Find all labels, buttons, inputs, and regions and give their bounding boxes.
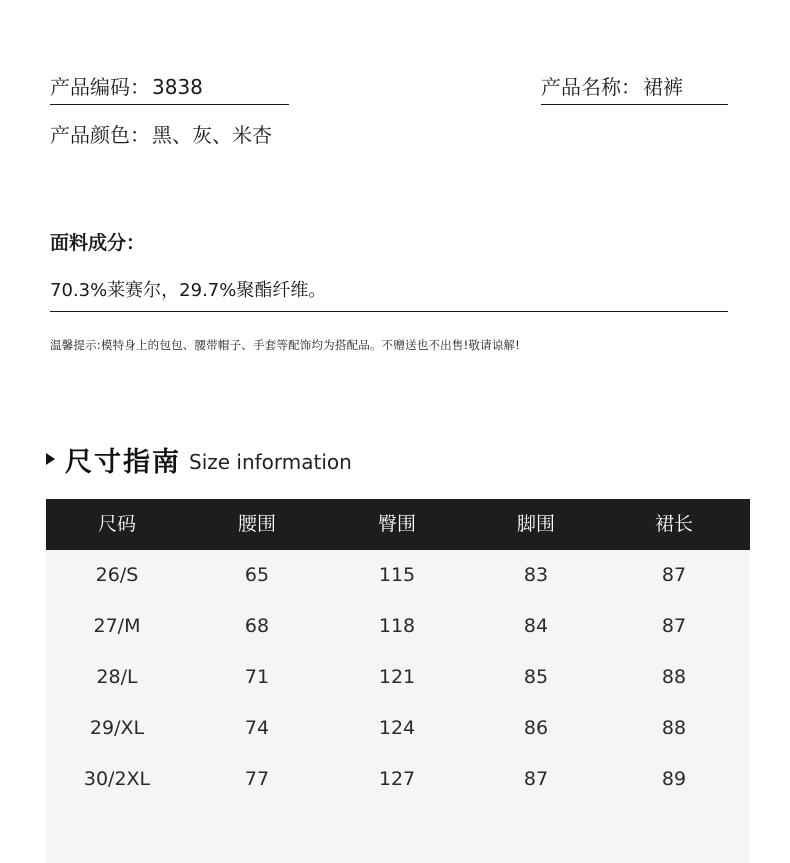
table-header-row — [46, 499, 750, 550]
product-name-value: 裙裤 — [643, 75, 683, 99]
size-title-cn: 尺寸指南 — [65, 446, 181, 478]
size-title-en: Size information — [189, 450, 352, 474]
table-row — [46, 550, 750, 601]
table-cell: 87 — [523, 768, 549, 790]
table-cell: 74 — [244, 717, 270, 739]
table-row — [46, 652, 750, 703]
table-cell: 28/L — [96, 666, 138, 688]
table-cell: 88 — [661, 666, 687, 688]
fabric-underline — [50, 311, 728, 312]
table-row — [46, 754, 750, 805]
product-name-underline — [541, 104, 728, 105]
table-header-cell: 臀围 — [377, 513, 416, 535]
size-table — [46, 499, 750, 863]
notice-text: 温馨提示:模特身上的包包、腰带帽子、手套等配饰均为搭配品。不赠送也不出售!敬请谅解! — [50, 338, 520, 352]
table-cell: 127 — [378, 768, 416, 790]
table-cell: 86 — [523, 717, 549, 739]
table-header-cell: 脚围 — [516, 513, 555, 535]
fabric-composition: 70.3%莱赛尔，29.7%聚酯纤维。 — [50, 280, 327, 301]
table-row — [46, 601, 750, 652]
table-cell: 124 — [378, 717, 416, 739]
triangle-right-icon — [46, 453, 55, 465]
table-cell: 27/M — [93, 615, 141, 637]
table-cell: 26/S — [95, 564, 139, 586]
table-header-cell: 腰围 — [237, 513, 276, 535]
table-cell: 115 — [378, 564, 416, 586]
table-cell: 89 — [661, 768, 687, 790]
fabric-heading: 面料成分： — [50, 232, 146, 254]
product-code-underline — [50, 104, 289, 105]
product-color-label: 产品颜色 — [50, 123, 130, 147]
product-code-separator: ： — [130, 75, 150, 99]
product-name-label: 产品名称 — [541, 75, 621, 99]
table-cell: 77 — [244, 768, 270, 790]
product-name-separator: ： — [621, 75, 641, 99]
table-cell: 85 — [523, 666, 549, 688]
table-cell: 30/2XL — [83, 768, 151, 790]
table-cell: 68 — [244, 615, 270, 637]
table-cell: 121 — [378, 666, 416, 688]
table-cell: 84 — [523, 615, 549, 637]
product-name-field — [541, 75, 683, 99]
table-cell: 71 — [244, 666, 270, 688]
size-section-header — [46, 441, 352, 477]
product-code-value: 3838 — [152, 75, 203, 99]
table-header-cell: 裙长 — [654, 513, 693, 535]
table-cell: 88 — [661, 717, 687, 739]
table-cell: 87 — [661, 564, 687, 586]
product-code-label: 产品编码 — [50, 75, 130, 99]
table-cell: 65 — [244, 564, 270, 586]
table-header-cell: 尺码 — [97, 513, 136, 535]
product-color-field — [50, 123, 272, 147]
product-color-separator: ： — [130, 123, 150, 147]
table-cell: 83 — [523, 564, 549, 586]
table-cell: 118 — [378, 615, 416, 637]
product-code-field — [50, 75, 203, 99]
table-cell: 29/XL — [89, 717, 145, 739]
table-row — [46, 703, 750, 754]
product-color-value: 黑、灰、米杏 — [152, 123, 272, 147]
table-cell: 87 — [661, 615, 687, 637]
